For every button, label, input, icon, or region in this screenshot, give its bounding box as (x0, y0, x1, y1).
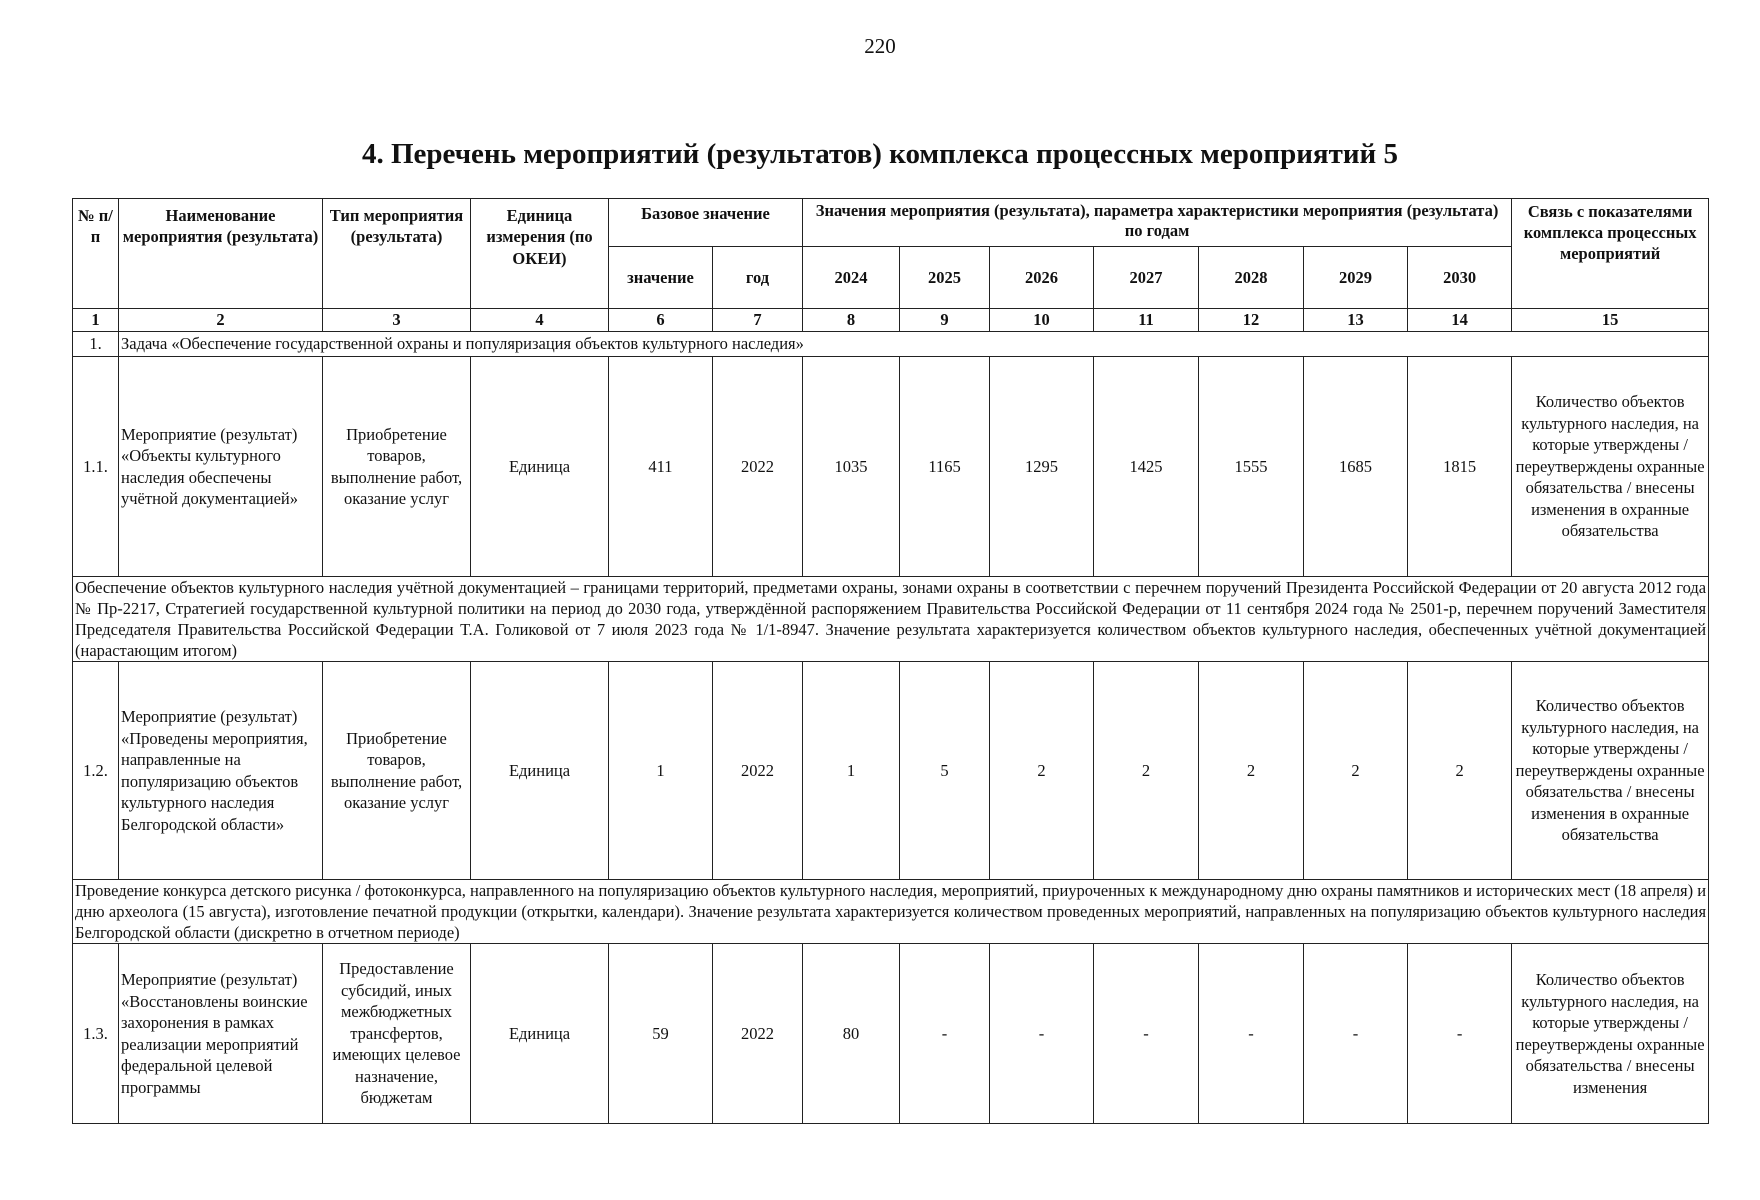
header-year-2027: 2027 (1094, 247, 1199, 309)
row-base-value: 1 (609, 662, 713, 880)
row-base-value: 411 (609, 357, 713, 577)
header-num: № п/п (73, 199, 119, 309)
table-row (73, 944, 1709, 1124)
row-description: Обеспечение объектов культурного наследия учётной документацией – границами территорий, предметами охраны, зонами охраны в соответствии с перечнем поручений Президента Российской Федерации от 20 августа 2012 года № Пр-2217, Стратегией государственной культурной политики на период до 2030 года, утверждённой распоряжением Правительства Российской Федерации от 11 сентября 2024 года № 2501-р, перечнем поручений Заместителя Председателя Правительства Российской Федерации Т.А. Голиковой от 7 июля 2023 года № 1/1-8947. Значение результата характеризуется количеством объектов культурного наследия, обеспеченных учётной документацией (нарастающим итогом) (73, 577, 1709, 662)
row-value-2028: - (1199, 944, 1304, 1124)
header-year-2029: 2029 (1304, 247, 1408, 309)
column-number-row (73, 309, 1709, 332)
task-row (73, 332, 1709, 357)
task-num: 1. (73, 332, 119, 357)
header-base-year: год (713, 247, 803, 309)
row-value-2030: 1815 (1408, 357, 1512, 577)
header-base-value: значение (609, 247, 713, 309)
row-value-2029: - (1304, 944, 1408, 1124)
row-value-2024: 80 (803, 944, 900, 1124)
row-num: 1.2. (73, 662, 119, 880)
row-value-2026: 1295 (990, 357, 1094, 577)
column-number: 6 (609, 309, 713, 332)
column-number: 13 (1304, 309, 1408, 332)
table-row (73, 357, 1709, 577)
row-num: 1.3. (73, 944, 119, 1124)
header-year-2028: 2028 (1199, 247, 1304, 309)
column-number: 8 (803, 309, 900, 332)
row-base-year: 2022 (713, 357, 803, 577)
row-name: Мероприятие (результат) «Проведены мероприятия, направленные на популяризацию объектов культурного наследия Белгородской области» (119, 662, 323, 880)
column-number: 14 (1408, 309, 1512, 332)
header-year-2024: 2024 (803, 247, 900, 309)
row-name: Мероприятие (результат) «Восстановлены воинские захоронения в рамках реализации мероприятий федеральной целевой программы (119, 944, 323, 1124)
table-row (73, 662, 1709, 880)
row-value-2026: - (990, 944, 1094, 1124)
row-value-2028: 2 (1199, 662, 1304, 880)
row-unit: Единица (471, 662, 609, 880)
header-year-2030: 2030 (1408, 247, 1512, 309)
column-number: 9 (900, 309, 990, 332)
row-value-2030: - (1408, 944, 1512, 1124)
row-value-2027: 2 (1094, 662, 1199, 880)
header-type: Тип мероприятия (результата) (323, 199, 471, 309)
header-base: Базовое значение (609, 199, 803, 247)
row-value-2027: 1425 (1094, 357, 1199, 577)
task-text: Задача «Обеспечение государственной охраны и популяризация объектов культурного наследия» (119, 332, 1709, 357)
row-value-2025: 5 (900, 662, 990, 880)
header-unit: Единица измерения (по ОКЕИ) (471, 199, 609, 309)
column-number: 4 (471, 309, 609, 332)
row-value-2029: 1685 (1304, 357, 1408, 577)
row-link: Количество объектов культурного наследия, на которые утверждены / переутверждены охранные обязательства / внесены изменения в охранные обязательства (1512, 662, 1709, 880)
row-value-2028: 1555 (1199, 357, 1304, 577)
row-base-value: 59 (609, 944, 713, 1124)
row-type: Приобретение товаров, выполнение работ, оказание услуг (323, 662, 471, 880)
header-years-group: Значения мероприятия (результата), параметра характеристики мероприятия (результата) по годам (803, 199, 1512, 247)
row-unit: Единица (471, 944, 609, 1124)
column-number: 10 (990, 309, 1094, 332)
measures-table (72, 198, 1709, 1124)
column-number: 12 (1199, 309, 1304, 332)
row-value-2025: 1165 (900, 357, 990, 577)
column-number: 15 (1512, 309, 1709, 332)
row-num: 1.1. (73, 357, 119, 577)
row-value-2024: 1 (803, 662, 900, 880)
row-name: Мероприятие (результат) «Объекты культурного наследия обеспечены учётной документацией» (119, 357, 323, 577)
row-description: Проведение конкурса детского рисунка / фотоконкурса, направленного на популяризацию объектов культурного наследия, мероприятий, приуроченных к международному дню охраны памятников и исторических мест (18 апреля) и дню археолога (15 августа), изготовление печатной продукции (открытки, календари). Значение результата характеризуется количеством проведенных мероприятий, направленных на популяризацию объектов культурного наследия Белгородской области (дискретно в отчетном периоде) (73, 880, 1709, 944)
column-number: 2 (119, 309, 323, 332)
row-base-year: 2022 (713, 944, 803, 1124)
row-type: Предоставление субсидий, иных межбюджетных трансфертов, имеющих целевое назначение, бюджетам (323, 944, 471, 1124)
row-type: Приобретение товаров, выполнение работ, оказание услуг (323, 357, 471, 577)
page-title: 4. Перечень мероприятий (результатов) комплекса процессных мероприятий 5 (361, 138, 1399, 170)
column-number: 3 (323, 309, 471, 332)
row-link: Количество объектов культурного наследия, на которые утверждены / переутверждены охранные обязательства / внесены изменения в охранные обязательства (1512, 357, 1709, 577)
row-value-2024: 1035 (803, 357, 900, 577)
column-number: 1 (73, 309, 119, 332)
row-base-year: 2022 (713, 662, 803, 880)
column-number: 11 (1094, 309, 1199, 332)
header-year-2025: 2025 (900, 247, 990, 309)
row-value-2027: - (1094, 944, 1199, 1124)
description-row (73, 880, 1709, 944)
header-year-2026: 2026 (990, 247, 1094, 309)
column-number: 7 (713, 309, 803, 332)
row-value-2026: 2 (990, 662, 1094, 880)
header-name: Наименование мероприятия (результата) (119, 199, 323, 309)
row-value-2025: - (900, 944, 990, 1124)
page-number: 220 (864, 34, 896, 58)
row-value-2030: 2 (1408, 662, 1512, 880)
description-row (73, 577, 1709, 662)
row-link: Количество объектов культурного наследия, на которые утверждены / переутверждены охранные обязательства / внесены изменения (1512, 944, 1709, 1124)
header-link: Связь с показателями комплекса процессных мероприятий (1512, 199, 1709, 309)
row-unit: Единица (471, 357, 609, 577)
row-value-2029: 2 (1304, 662, 1408, 880)
